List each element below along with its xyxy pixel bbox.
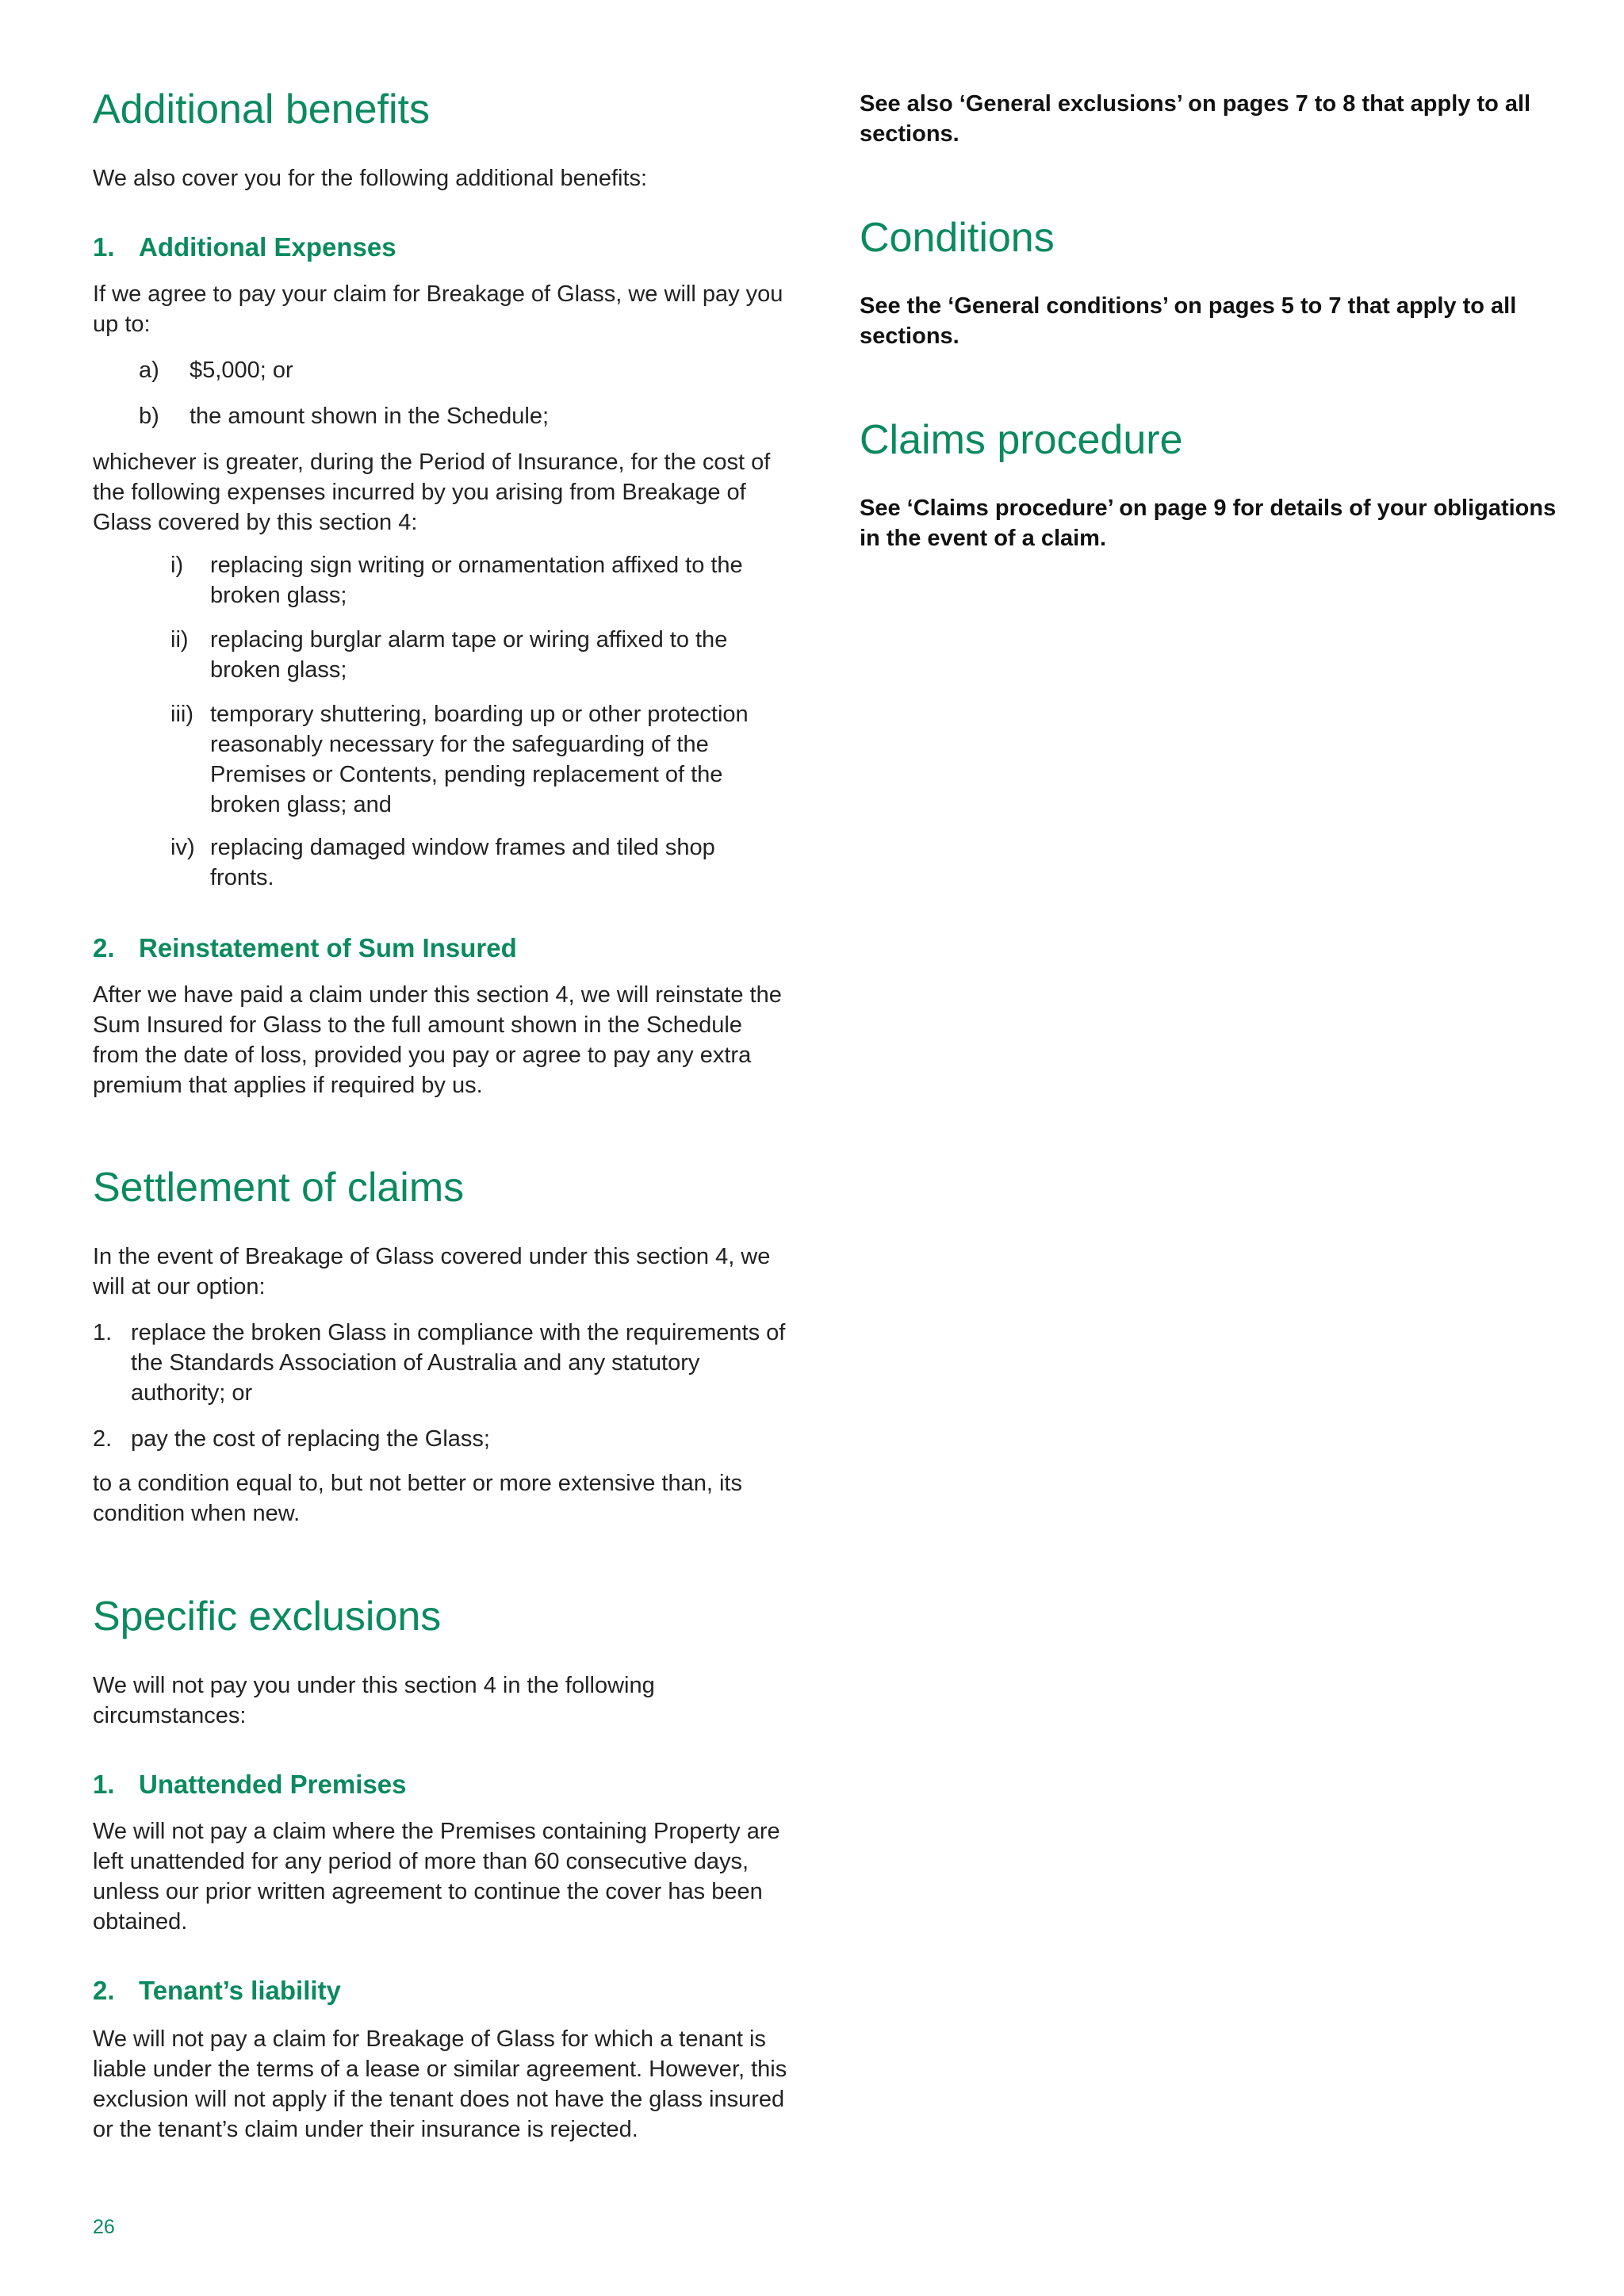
settlement-text: replace the broken Glass in compliance with the requirements of the Standards Association of Australia and any statutory authority; or <box>131 1320 786 1406</box>
option-text: $5,000; or <box>190 358 293 383</box>
tenants-liability-para: We will not pay a claim for Breakage of Glass for which a tenant is liable under the terms of a lease or similar agreement. However, this exclusion will not apply if the tenant does not have the glass insured or the tenant’s claim under their insurance is rejected. <box>93 2026 787 2142</box>
option-item <box>139 401 791 431</box>
additional-expenses-para2: whichever is greater, during the Period of Insurance, for the cost of the following expenses incurred by you arising from Breakage of Glass covered by this section 4: <box>93 450 771 535</box>
sub-text: temporary shuttering, boarding up or other protection reasonably necessary for the safeguarding of the Premises or Contents, pending replacement of the broken glass; and <box>210 702 749 817</box>
reinstatement-heading <box>93 932 517 964</box>
general-exclusions-note: See also ‘General exclusions’ on pages 7 to 8 that apply to all sections. <box>860 91 1531 147</box>
conditions-note: See the ‘General conditions’ on pages 5 to 7 that apply to all sections. <box>860 293 1517 349</box>
specific-exclusions-heading: Specific exclusions <box>93 1594 442 1640</box>
settlement-marker: 1. <box>93 1320 113 1345</box>
reinstatement-para: After we have paid a claim under this section 4, we will reinstate the Sum Insured for Glass to the full amount shown in the Schedule from the date of loss, provided you pay or agree to pay any extra premium that applies if required by us. <box>93 982 782 1098</box>
item-number: 2. <box>93 1976 115 2005</box>
additional-expenses-heading <box>93 232 396 263</box>
settlement-text: pay the cost of replacing the Glass; <box>131 1426 490 1452</box>
additional-benefits-heading: Additional benefits <box>93 86 430 132</box>
additional-expenses-para: If we agree to pay your claim for Breakage of Glass, we will pay you up to: <box>93 281 783 337</box>
settlement-marker: 2. <box>93 1426 113 1452</box>
option-marker: b) <box>139 404 159 429</box>
additional-benefits-intro: We also cover you for the following additional benefits: <box>93 166 648 191</box>
item-number: 2. <box>93 933 115 962</box>
item-title: Unattended Premises <box>139 1770 407 1799</box>
settlement-intro: In the event of Breakage of Glass covered under this section 4, we will at our option: <box>93 1244 771 1299</box>
item-title: Reinstatement of Sum Insured <box>139 933 517 962</box>
settlement-outro: to a condition equal to, but not better or more extensive than, its condition when new. <box>93 1471 742 1526</box>
settlement-heading: Settlement of claims <box>93 1165 465 1211</box>
sub-marker: ii) <box>170 627 189 652</box>
option-text: the amount shown in the Schedule; <box>190 404 550 429</box>
item-number: 1. <box>93 232 115 262</box>
sub-text: replacing burglar alarm tape or wiring affixed to the broken glass; <box>210 627 728 683</box>
page-number: 26 <box>93 2216 115 2238</box>
sub-marker: i) <box>170 553 184 578</box>
sub-text: replacing sign writing or ornamentation affixed to the broken glass; <box>210 553 743 608</box>
specific-exclusions-intro: We will not pay you under this section 4 in the following circumstances: <box>93 1673 655 1728</box>
sub-marker: iv) <box>170 835 195 860</box>
unattended-premises-heading <box>93 1769 406 1800</box>
unattended-premises-para: We will not pay a claim where the Premises containing Property are left unattended for any period of more than 60 consecutive days, unless our prior written agreement to continue the cover has been obtained. <box>93 1819 780 1934</box>
claims-procedure-heading: Claims procedure <box>860 417 1183 463</box>
item-title: Tenant’s liability <box>139 1976 341 2005</box>
conditions-heading: Conditions <box>860 215 1055 261</box>
item-number: 1. <box>93 1770 115 1799</box>
claims-procedure-note: See ‘Claims procedure’ on page 9 for details of your obligations in the event of a claim. <box>860 496 1557 551</box>
option-item <box>139 355 791 385</box>
option-marker: a) <box>139 358 159 383</box>
sub-marker: iii) <box>170 702 193 727</box>
tenants-liability-heading <box>93 1975 341 2007</box>
sub-text: replacing damaged window frames and tiled shop fronts. <box>210 835 715 890</box>
item-title: Additional Expenses <box>139 232 396 262</box>
